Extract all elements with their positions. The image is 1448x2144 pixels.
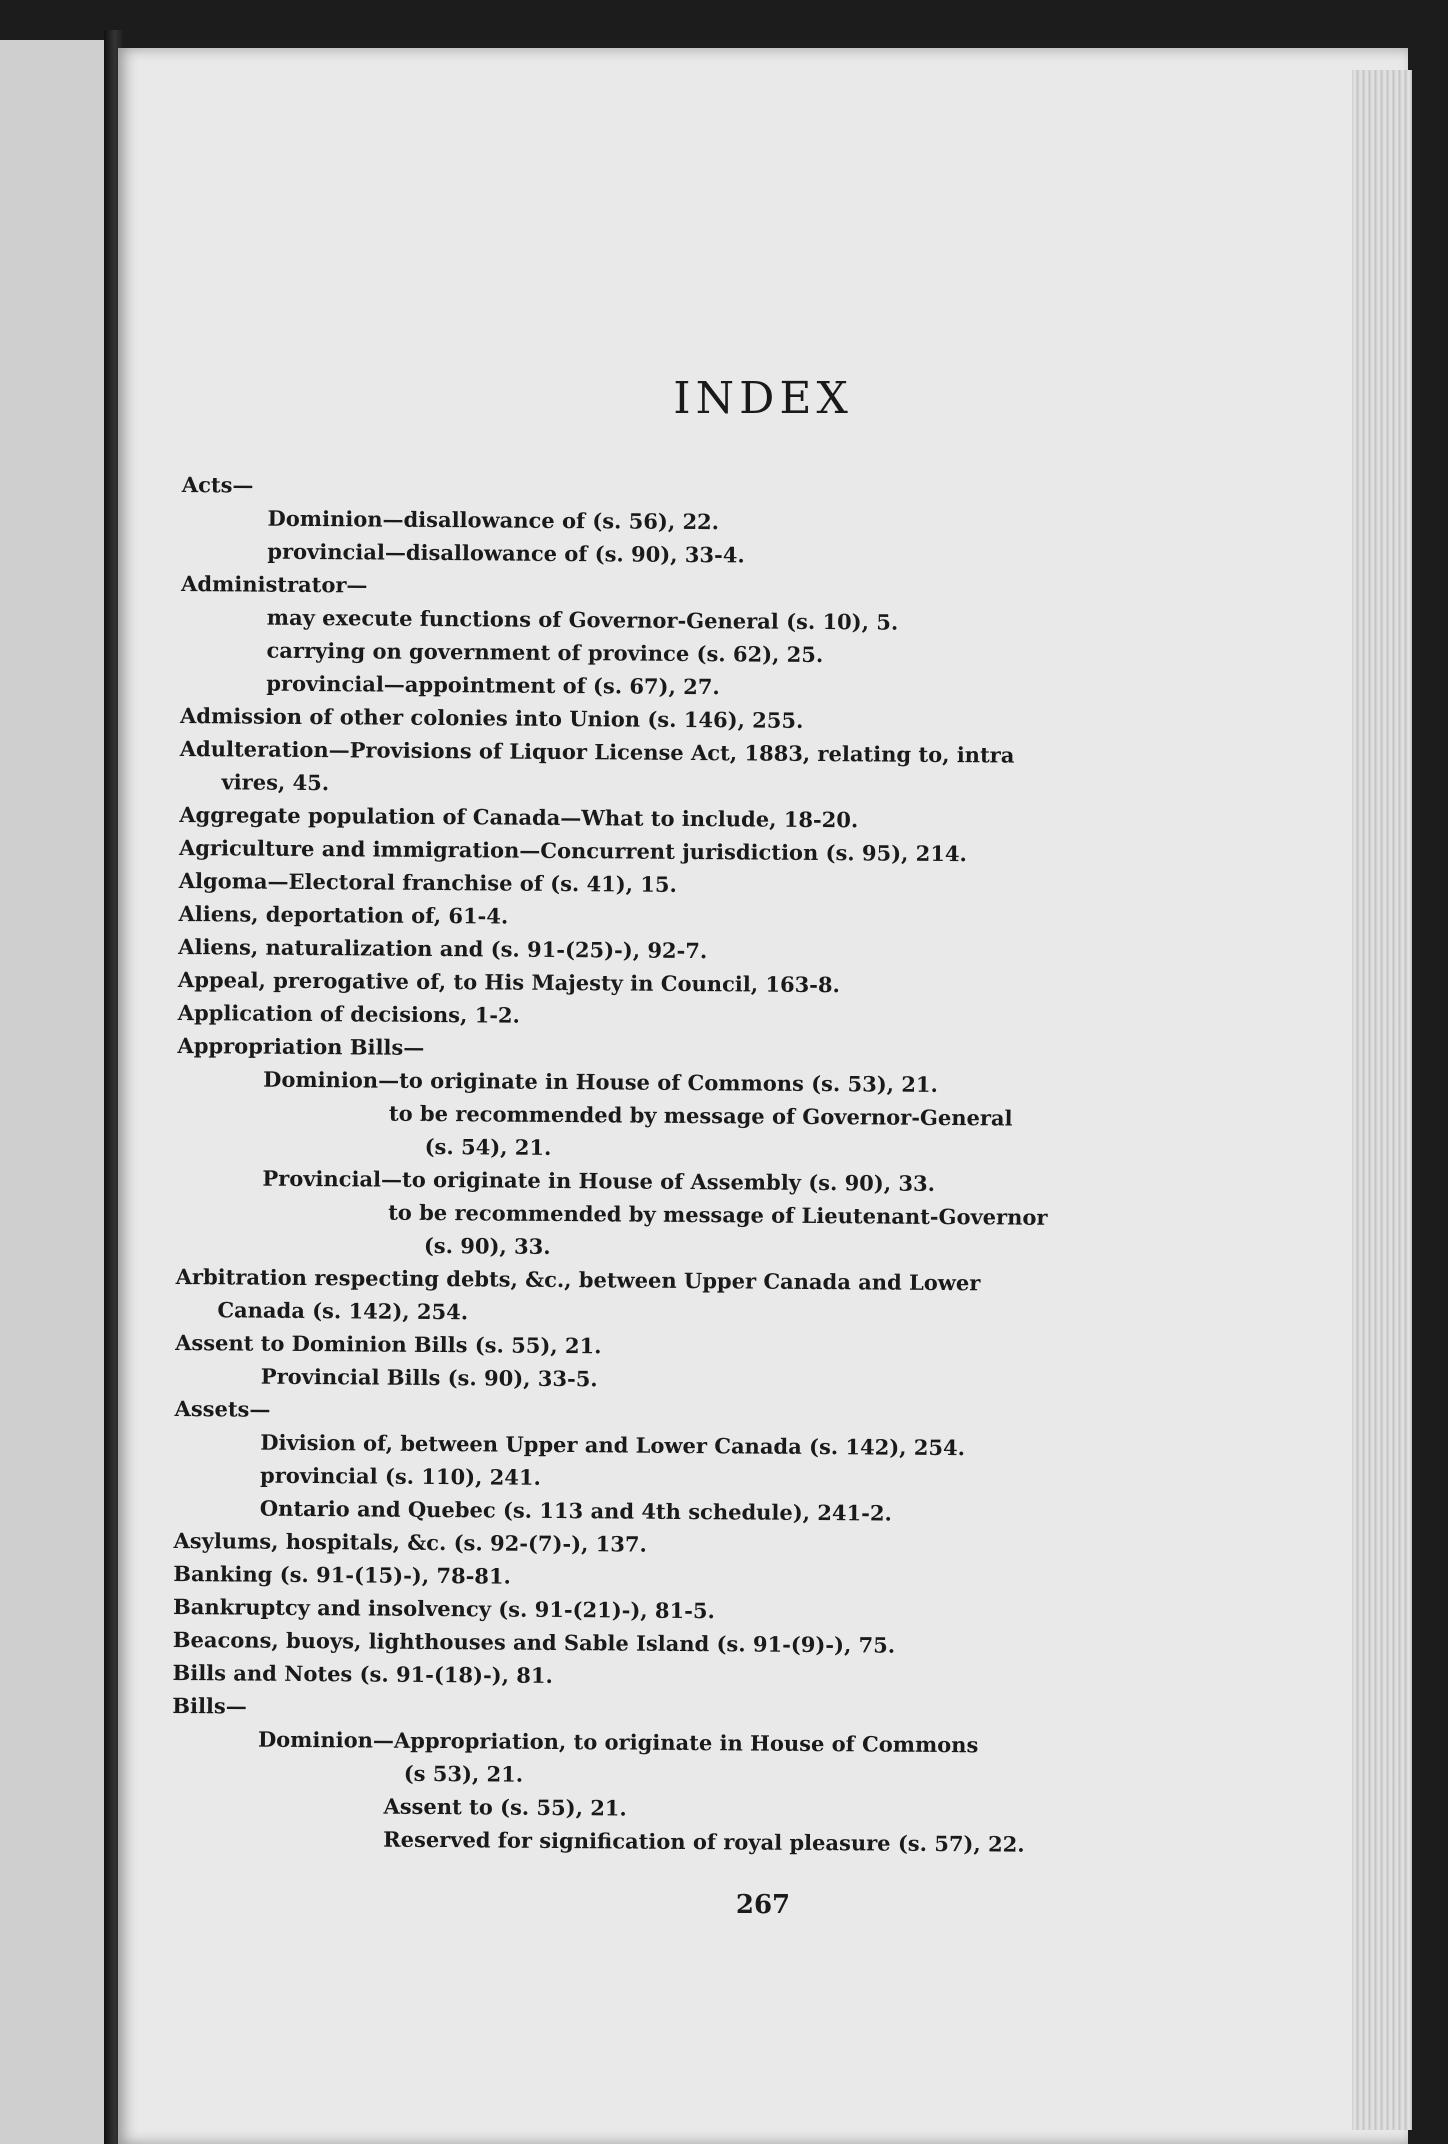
index-entry: carrying on government of province (s. 62), 25. xyxy=(266,637,824,668)
index-entry-continuation: Canada (s. 142), 254. xyxy=(217,1297,469,1325)
index-entry: Provincial Bills (s. 90), 33-5. xyxy=(260,1363,598,1392)
index-entry: provincial (s. 110), 241. xyxy=(259,1462,541,1490)
index-entry: Division of, between Upper and Lower Canada (s. 142), 254. xyxy=(260,1429,966,1461)
index-entry: provincial—appointment of (s. 67), 27. xyxy=(266,670,720,700)
page-title: INDEX xyxy=(673,373,853,424)
index-entry: Bankruptcy and insolvency (s. 91-(21)-), 81-5. xyxy=(172,1593,715,1624)
index-entry: Aliens, deportation of, 61-4. xyxy=(178,900,509,929)
index-entry: Beacons, buoys, lighthouses and Sable Island (s. 91-(9)-), 75. xyxy=(172,1626,896,1658)
index-entry: Application of decisions, 1-2. xyxy=(177,999,521,1028)
index-entry: Dominion—disallowance of (s. 56), 22. xyxy=(267,505,720,535)
index-entry-continuation: vires, 45. xyxy=(221,769,330,796)
index-entry: Ontario and Quebec (s. 113 and 4th schedule), 241-2. xyxy=(259,1495,892,1526)
index-entry: Agriculture and immigration—Concurrent jurisdiction (s. 95), 214. xyxy=(178,834,967,867)
book-page xyxy=(118,48,1408,2144)
index-entry: Aggregate population of Canada—What to include, 18-20. xyxy=(179,801,859,833)
left-page-edge xyxy=(0,40,108,2144)
index-entry: Asylums, hospitals, &c. (s. 92-(7)-), 137. xyxy=(173,1527,647,1557)
index-entry: Provincial—to originate in House of Assembly (s. 90), 33. xyxy=(262,1165,936,1196)
index-entry: Assent to (s. 55), 21. xyxy=(383,1793,627,1821)
index-entry-continuation: (s. 90), 33. xyxy=(423,1232,551,1259)
index-entry: Bills— xyxy=(172,1692,247,1719)
index-entry-continuation: (s 53), 21. xyxy=(403,1760,524,1787)
index-entry: provincial—disallowance of (s. 90), 33-4. xyxy=(267,538,745,568)
index-entry: Acts— xyxy=(181,471,254,498)
index-entry: Admission of other colonies into Union (s. 146), 255. xyxy=(179,702,804,733)
index-entry: Appropriation Bills— xyxy=(177,1032,425,1060)
index-entry: to be recommended by message of Governor-General xyxy=(388,1100,1013,1131)
index-entry: to be recommended by message of Lieutenant-Governor xyxy=(388,1199,1048,1230)
index-entry: Reserved for signification of royal pleasure (s. 57), 22. xyxy=(383,1826,1025,1857)
index-entry: Dominion—Appropriation, to originate in House of Commons xyxy=(257,1726,979,1758)
index-entry: Assent to Dominion Bills (s. 55), 21. xyxy=(175,1329,602,1359)
index-entry: may execute functions of Governor-General (s. 10), 5. xyxy=(266,604,899,635)
index-list xyxy=(171,468,1192,1862)
index-entry: Aliens, naturalization and (s. 91-(25)-), 92-7. xyxy=(178,933,708,964)
index-entry: Adulteration—Provisions of Liquor License Act, 1883, relating to, intra xyxy=(179,735,1015,768)
index-entry: Assets— xyxy=(174,1395,271,1422)
index-entry: Algoma—Electoral franchise of (s. 41), 15. xyxy=(178,867,677,897)
index-entry: Banking (s. 91-(15)-), 78-81. xyxy=(173,1560,511,1589)
index-entry: Administrator— xyxy=(180,570,368,598)
page-stack-edge xyxy=(1352,70,1412,2130)
index-entry-continuation: (s. 54), 21. xyxy=(424,1133,552,1160)
index-entry: Bills and Notes (s. 91-(18)-), 81. xyxy=(172,1659,553,1688)
index-entry: Arbitration respecting debts, &c., between Upper Canada and Lower xyxy=(175,1263,981,1296)
index-entry: Dominion—to originate in House of Commons (s. 53), 21. xyxy=(263,1066,938,1097)
index-entry: Appeal, prerogative of, to His Majesty in Council, 163-8. xyxy=(177,966,840,998)
page-number: 267 xyxy=(735,1890,791,1920)
